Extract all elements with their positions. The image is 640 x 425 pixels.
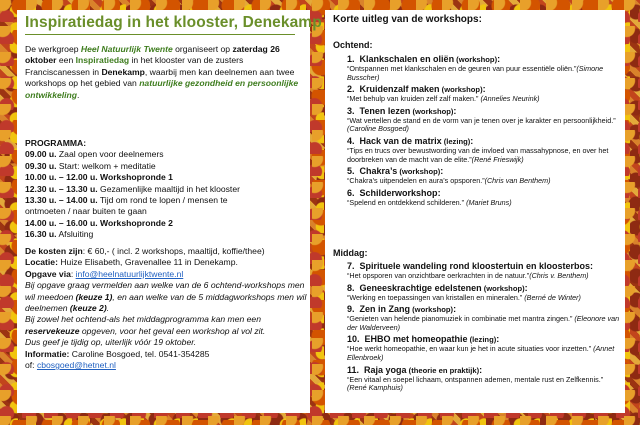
workshop-colon: : — [470, 135, 474, 146]
location-text: Huize Elisabeth, Gravenallee 11 in Denekamp. — [57, 257, 238, 268]
workshop-number: 10. — [347, 334, 360, 345]
program-item — [25, 172, 307, 183]
program-item — [25, 149, 307, 160]
workshop-colon: : — [453, 304, 457, 315]
workshop-number: 5. — [347, 166, 355, 177]
intro-text: in het klooster van de zusters Franciscanessen in — [25, 55, 244, 77]
program-time: 12.30 u. – 13.30 u. — [25, 183, 98, 194]
program-text: Workshopronde 1 — [97, 172, 173, 183]
program-item — [25, 195, 307, 206]
program-text: ontmoeten / naar buiten te gaan — [25, 206, 147, 217]
page-title: Inspiratiedag in het klooster, Denekamp — [25, 14, 322, 31]
program-text: Afsluiting — [56, 229, 94, 240]
workshop-number: 4. — [347, 135, 355, 146]
intro-text: een — [56, 55, 76, 66]
workshop-item — [331, 136, 621, 164]
signup-note — [25, 280, 307, 314]
title-underline — [25, 34, 295, 35]
workshop-desc-text: “Werking en toepassingen van kristallen en mineralen.” — [347, 292, 525, 302]
cost-line — [25, 246, 307, 257]
group-name: Heel Natuurlijk Twente — [80, 44, 173, 54]
event-name: Inspiratiedag — [75, 55, 130, 66]
workshop-number: 8. — [347, 282, 355, 293]
program-item — [25, 184, 307, 195]
workshop-description — [347, 345, 621, 362]
location-line — [25, 257, 307, 268]
workshop-number: 1. — [347, 54, 355, 64]
workshop-desc-text: “Het opsporen van onzichtbare oerkrachten in de natuur.” — [347, 271, 530, 280]
workshop-author: (Mariet Bruns) — [466, 197, 512, 207]
workshop-author: (Berné de Winter) — [524, 292, 581, 302]
workshop-number: 3. — [347, 105, 355, 116]
note-text: Bij opgave graag vermelden aan welke van de 6 ochtend-workshops men wil meedoen — [25, 280, 305, 302]
workshop-kind: (workshop) — [410, 106, 454, 116]
workshop-description — [347, 199, 621, 208]
signup-colon: : — [70, 268, 76, 279]
note-text: . — [106, 303, 110, 314]
event-place: Denekamp — [101, 66, 145, 77]
program-item — [25, 218, 307, 229]
intro-paragraph — [25, 44, 307, 101]
workshop-description — [347, 147, 621, 164]
program-time: 10.00 u. – 12.00 u. — [25, 172, 98, 183]
workshop-title: Geneeskrachtige edelstenen — [359, 282, 482, 293]
workshop-title: Klankschalen en oliën — [359, 54, 455, 64]
program-text: Zaal open voor deelnemers — [56, 149, 164, 160]
details-block — [25, 246, 307, 371]
cost-label: De kosten zijn — [25, 246, 83, 256]
workshop-desc-text: “Genieten van helende pianomuziek in combinatie met mantra zingen.” — [347, 314, 575, 324]
intro-text: , waarbij men kan deelnemen aan twee workshops op het gebied van — [25, 66, 295, 89]
workshop-author: (René Frieswijk) — [471, 154, 524, 164]
workshop-author: (Annelies Neurink) — [480, 94, 540, 104]
workshop-description — [347, 117, 621, 134]
signup-line — [25, 269, 307, 280]
afternoon-workshops — [331, 261, 621, 395]
workshop-item — [331, 334, 621, 362]
program-heading: PROGRAMMA: — [25, 138, 87, 148]
deadline-note: Dus geef je tijdig op, uiterlijk vóór 19 oktober. — [25, 337, 197, 348]
note-choice: (keuze 1) — [75, 291, 113, 302]
workshop-description — [347, 376, 621, 393]
signup-email-link[interactable]: info@heelnatuurlijktwente.nl — [75, 268, 184, 279]
program-text: Gezamenlijke maaltijd in het klooster — [97, 183, 240, 194]
workshop-desc-text: “Tips en trucs over bewustwording van de invloed van massahypnose, en over het doorbreken van de macht van de elite.” — [347, 145, 609, 164]
intro-text: . — [77, 89, 80, 100]
workshop-number: 6. — [347, 187, 355, 198]
program-time: 14.00 u. – 16.00 u. — [25, 217, 98, 228]
workshop-kind: (workshop) — [439, 85, 483, 95]
info-text: Caroline Bosgoed, tel. 0541-354285 — [69, 348, 210, 359]
workshop-title: Hack van de matrix — [359, 135, 442, 146]
workshop-number: 7. — [347, 261, 355, 271]
workshop-item — [331, 188, 621, 208]
workshop-kind: (workshop) — [481, 283, 525, 293]
workshop-description — [347, 65, 621, 82]
reserve-note — [25, 314, 307, 337]
intro-text: De werkgroep — [25, 44, 81, 54]
info-line — [25, 349, 307, 360]
workshop-author: (Chris v. Benthem) — [529, 271, 589, 280]
workshop-desc-text: “Met behulp van kruiden zelf zalf maken.” — [347, 94, 481, 104]
workshop-item — [331, 261, 621, 281]
location-label: Locatie: — [25, 257, 58, 268]
workshop-title: EHBO met homeopathie — [364, 334, 468, 345]
workshop-author: (Chris van Benthem) — [484, 176, 551, 186]
morning-heading: Ochtend: — [333, 40, 373, 50]
program-time: 13.30 u. – 14.00 u. — [25, 194, 98, 205]
workshop-kind: (workshop) — [454, 55, 498, 64]
info-or: of: — [25, 360, 37, 371]
info-email-line — [25, 360, 307, 371]
program-time: 16.30 u. — [25, 229, 57, 240]
workshop-author: (Simone Busscher) — [347, 64, 604, 82]
event-date: zaterdag 26 oktober — [25, 44, 280, 66]
program-time: 09.00 u. — [25, 149, 57, 160]
workshop-desc-text: “Een vitaal en soepel lichaam, ontspannen ademen, mentale rust en Zelfkennis.” — [347, 374, 604, 384]
workshop-title: Raja yoga — [364, 364, 407, 375]
program-item — [25, 161, 307, 172]
program-item — [25, 206, 307, 217]
workshop-author: (René Kamphuis) — [347, 383, 403, 393]
workshop-kind: (workshop) — [410, 305, 454, 315]
workshop-desc-text: “Ontspannen met klankschalen en de geuren van puur essentiële oliën.” — [347, 64, 577, 73]
flyer-right-panel — [325, 10, 625, 413]
program-item — [25, 229, 307, 240]
workshop-author: (Eleonore van der Walderveen) — [347, 314, 620, 332]
morning-workshops — [331, 54, 621, 209]
note-text: opgeven, voor het geval een workshop al vol zit. — [79, 325, 266, 336]
program-text: Tijd om rond te lopen / mensen te — [97, 194, 228, 205]
workshop-description — [347, 294, 621, 303]
workshop-item — [331, 304, 621, 332]
workshop-title: Chakra’s — [359, 166, 398, 177]
workshop-item — [331, 106, 621, 134]
workshop-desc-text: “Hoe werkt homeopathie, en waar kun je het in acute situaties voor inzetten.” — [347, 344, 594, 354]
afternoon-heading: Middag: — [333, 248, 368, 258]
workshop-kind: (lezing) — [441, 136, 471, 146]
workshop-item — [331, 54, 621, 82]
workshop-number: 2. — [347, 84, 355, 95]
cost-text: : € 60,- ( incl. 2 workshops, maaltijd, koffie/thee) — [82, 246, 265, 256]
workshop-desc-text: “Spelend en ontdekkend schilderen.” — [347, 197, 467, 207]
note-text: Bij zowel het ochtend-als het middagprogramma kan men een — [25, 314, 261, 325]
workshop-colon: : — [479, 364, 483, 375]
workshop-colon: : — [524, 282, 528, 293]
workshop-number: 11. — [347, 364, 360, 375]
workshop-author: (Annet Ellenbroek) — [347, 344, 615, 362]
workshop-description — [347, 272, 621, 281]
program-list — [25, 138, 307, 241]
intro-text: organiseert op — [172, 44, 233, 54]
workshop-item — [331, 283, 621, 303]
workshop-colon: : — [440, 166, 444, 177]
workshop-item — [331, 84, 621, 104]
workshops-title: Korte uitleg van de workshops: — [333, 14, 482, 25]
flyer-left-panel — [17, 10, 322, 413]
note-reserve: reservekeuze — [25, 325, 80, 336]
program-text: Workshopronde 2 — [97, 217, 173, 228]
event-theme: natuurlijke gezondheid en persoonlijke ontwikkeling — [25, 78, 299, 100]
workshop-kind: (workshop) — [397, 167, 441, 177]
workshop-description — [347, 95, 621, 104]
workshop-title: Spirituele wandeling rond kloostertuin en kloosterbos: — [359, 261, 594, 271]
workshop-colon: : — [496, 334, 500, 345]
program-time: 09.30 u. — [25, 160, 57, 171]
workshop-title: Zen in Zang — [359, 304, 411, 315]
note-text: , en aan welke van de 5 middagworkshops men wil deelnemen — [25, 291, 307, 314]
workshop-title: Kruidenzalf maken — [359, 84, 440, 95]
workshop-desc-text: “Chakra’s uitpendelen en aura’s opsporen.” — [347, 176, 485, 186]
workshop-item — [331, 166, 621, 186]
workshop-title: Tenen lezen — [359, 105, 411, 116]
workshop-colon: : — [482, 84, 486, 95]
workshop-kind: (lezing) — [467, 335, 497, 345]
workshop-colon: : — [453, 105, 457, 116]
workshop-title: Schilderworkshop — [359, 187, 438, 198]
program-text: Start: welkom + meditatie — [56, 160, 156, 171]
note-choice: (keuze 2) — [69, 303, 107, 314]
info-email-link[interactable]: cbosgoed@hetnet.nl — [36, 360, 116, 371]
workshop-author: (Caroline Bosgoed) — [347, 124, 409, 134]
info-label: Informatie: — [25, 348, 70, 359]
workshop-colon: : — [497, 54, 501, 64]
workshop-number: 9. — [347, 304, 355, 315]
workshop-item — [331, 365, 621, 393]
workshop-desc-text: “Wat vertellen de stand en de vorm van je tenen over je karakter en persoonlijkheid.” — [347, 115, 616, 125]
workshop-description — [347, 177, 621, 186]
workshop-description — [347, 315, 621, 332]
workshop-colon: : — [437, 187, 441, 198]
signup-label: Opgave via — [25, 268, 71, 279]
workshop-kind: (theorie en praktijk) — [406, 365, 480, 375]
